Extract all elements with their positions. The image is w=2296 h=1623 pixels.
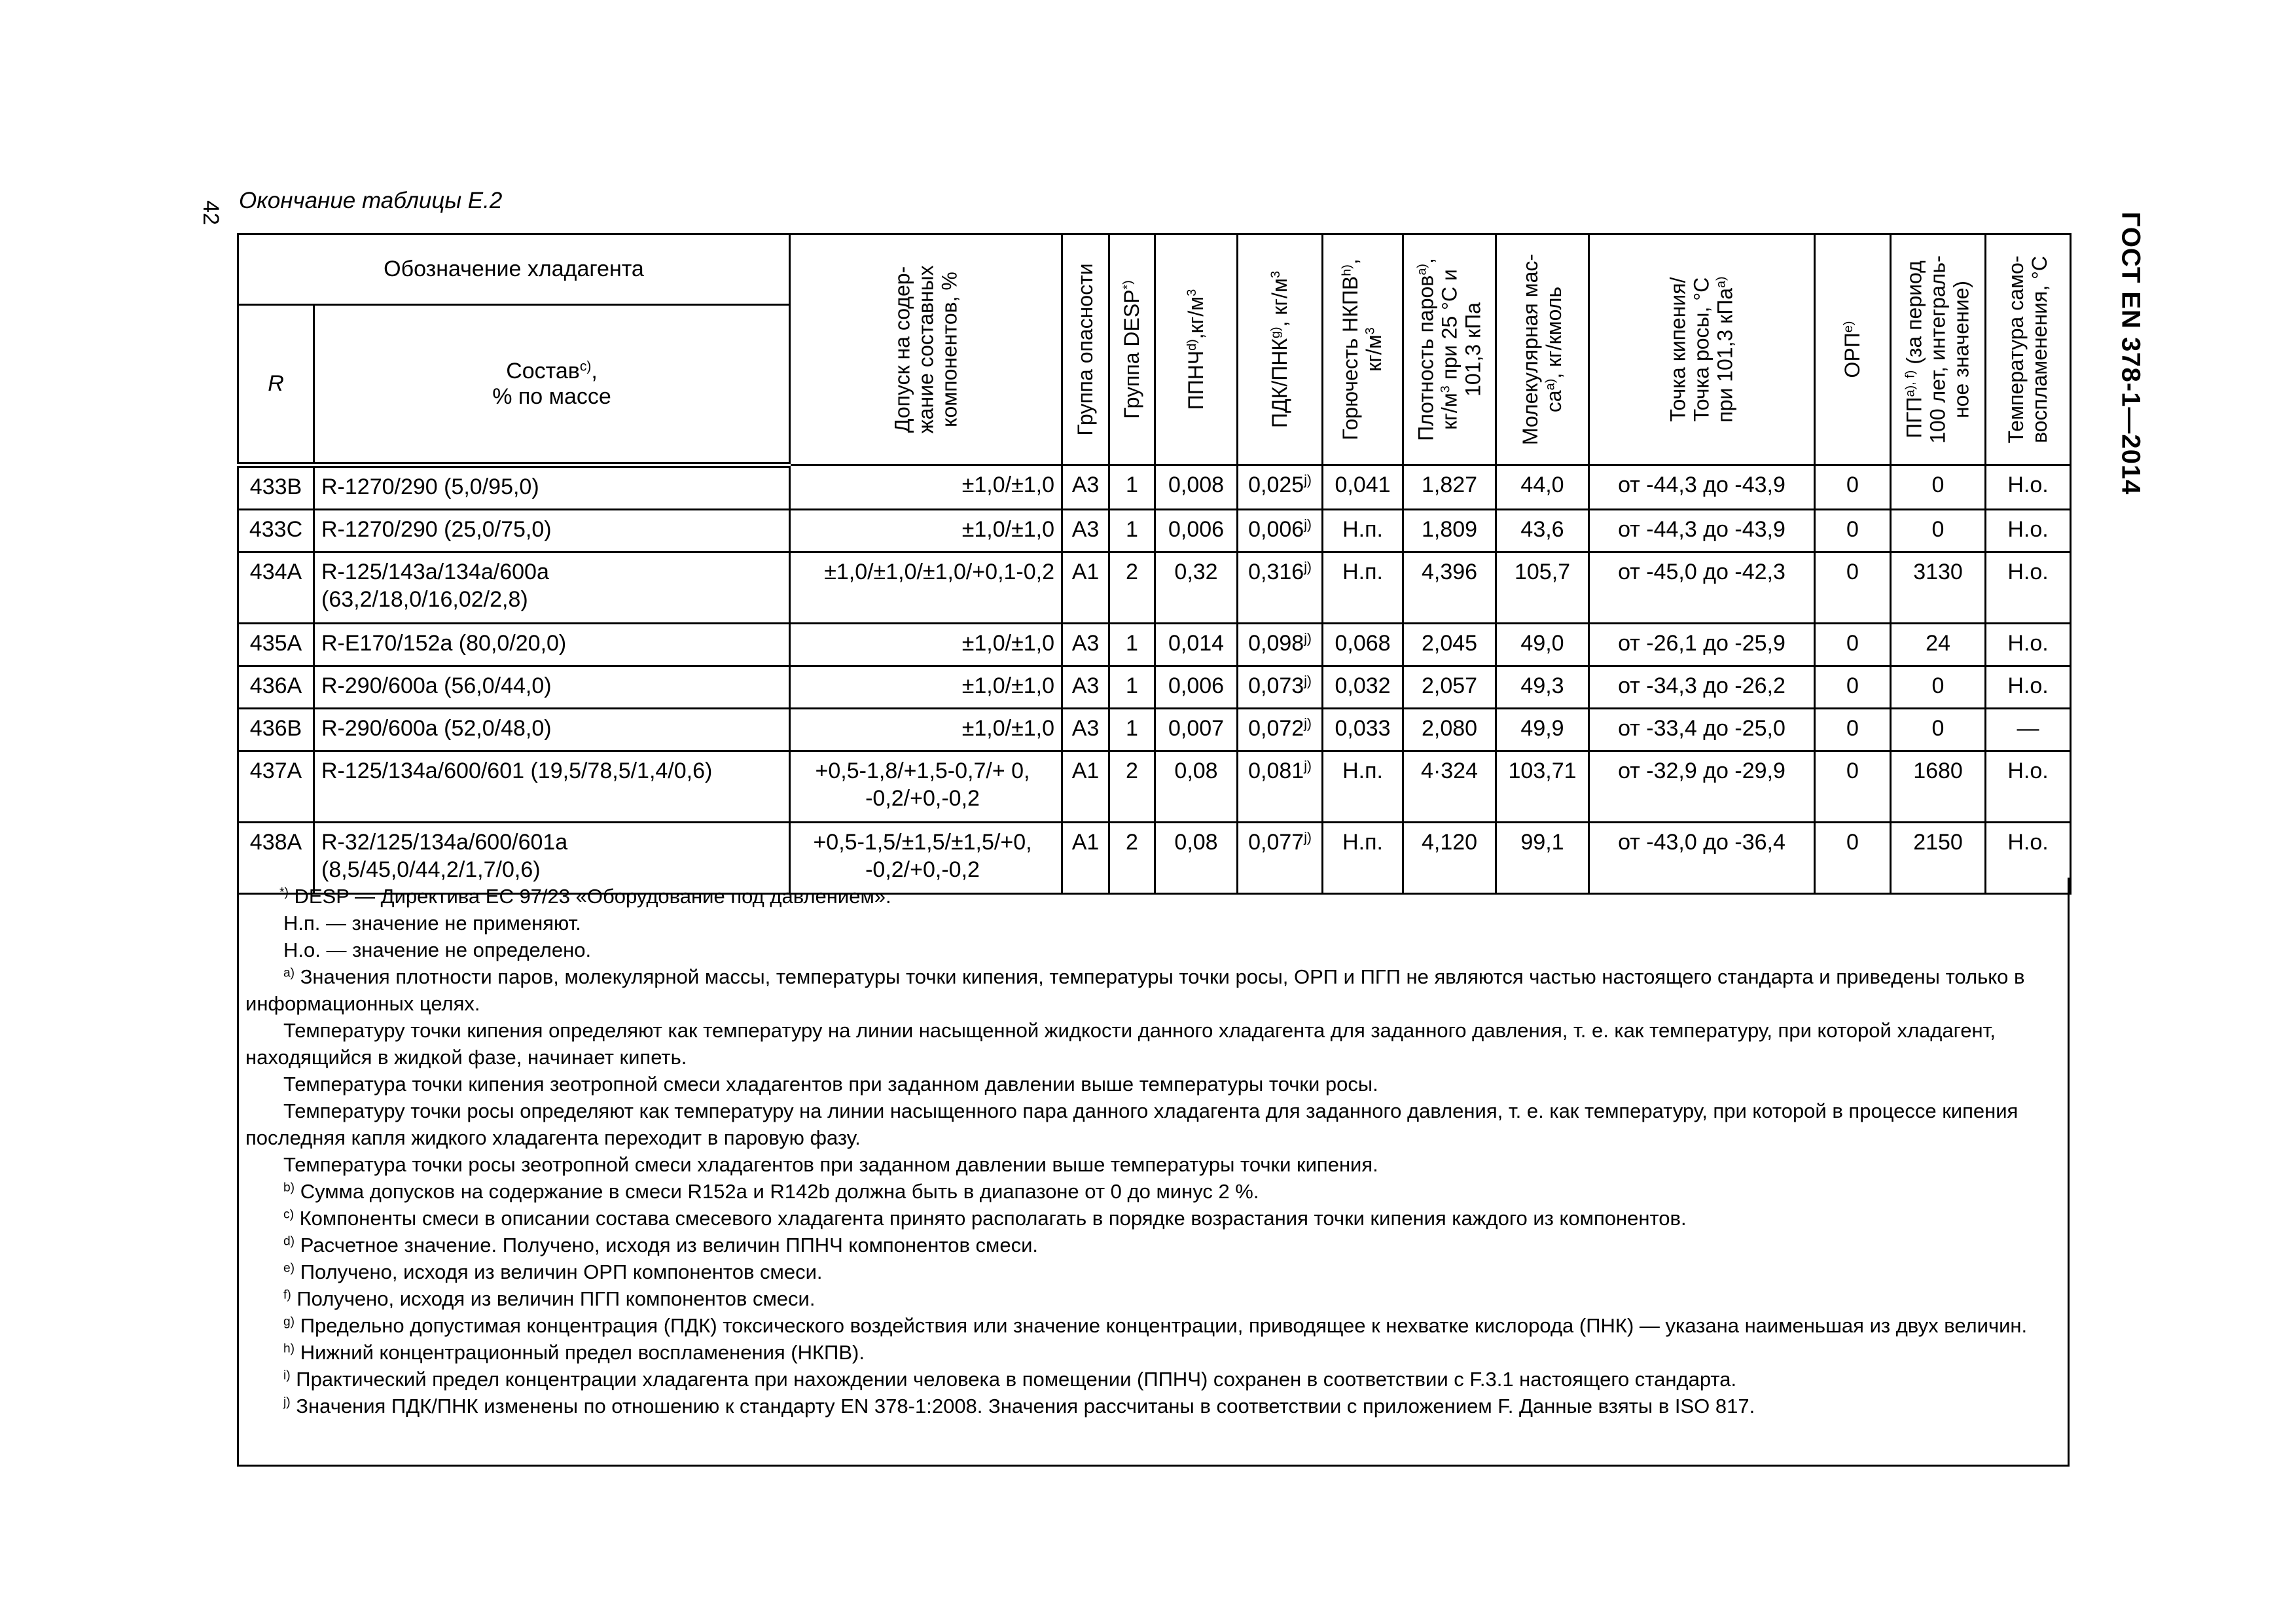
note-item: $^{g)}$ Предельно допустимая концентрация (ПДК) токсического воздействия или значение концентрации, приводящее к нехватке кислорода (ПНК) — указана наименьшая из двух величин. (283, 1314, 2028, 1337)
cell-nkpv: 0,041 (1323, 465, 1403, 510)
cell-ignition: Н.о. (1986, 624, 2071, 666)
cell-pdk: 0,077$^{j)}$ (1238, 823, 1323, 894)
note-item: $^{c)}$ Компоненты смеси в описании состава смесевого хладагента принято располагать в порядке возрастания точки кипения каждого из компонентов. (283, 1207, 1687, 1230)
table-row (238, 465, 2071, 510)
cell-composition: R-1270/290 (25,0/75,0) (314, 510, 790, 552)
note-item: $^{j)}$ Значения ПДК/ПНК изменены по отношению к стандарту EN 378-1:2008. Значения рассчитаны в соответствии с приложением F. Данные взяты в ISO 817. (283, 1395, 1755, 1418)
note-item: Температуру точки росы определяют как температуру на линии насыщенного пара данного хладагента для заданного давления, т. е. как температуру, при которой в процессе кипения последняя капля жидкого хладагента переходит в паровую фазу. (245, 1099, 2018, 1149)
cell-boiling: от -45,0 до -42,3 (1589, 552, 1815, 624)
cell-hazard: A3 (1062, 666, 1109, 709)
cell-pdk: 0,316$^{j)}$ (1238, 552, 1323, 624)
note-item: *) DESP — Директива ЕС 97/23 «Оборудование под давлением». (279, 885, 891, 908)
cell-molar: 44,0 (1496, 465, 1589, 510)
header-molar-mass: Молекулярная мас- $са^{a)}$, кг/кмоль (1496, 234, 1589, 465)
header-boiling-dew: Точка кипения/ Точка росы, °С при 101,3 кПа$^{a)}$ (1589, 234, 1815, 465)
cell-density: 4,120 (1403, 823, 1496, 894)
cell-r: 433B (238, 465, 314, 510)
cell-molar: 49,0 (1496, 624, 1589, 666)
cell-molar: 105,7 (1496, 552, 1589, 624)
cell-ignition: Н.о. (1986, 751, 2071, 823)
cell-density: 2,045 (1403, 624, 1496, 666)
cell-gwp: 1680 (1891, 751, 1986, 823)
cell-tolerance: ±1,0/±1,0 (790, 624, 1062, 666)
cell-composition: R-125/143a/134a/600a (63,2/18,0/16,02/2,8) (314, 552, 790, 624)
header-ppnch: $ППНЧ^{d)},кг/м^3$ (1155, 234, 1238, 465)
cell-density: 1,809 (1403, 510, 1496, 552)
cell-boiling: от -43,0 до -36,4 (1589, 823, 1815, 894)
cell-pdk: 0,006$^{j)}$ (1238, 510, 1323, 552)
cell-ignition: Н.о. (1986, 552, 2071, 624)
cell-desp: 1 (1109, 624, 1155, 666)
cell-composition: R-290/600a (52,0/48,0) (314, 709, 790, 751)
cell-r: 436A (238, 666, 314, 709)
header-desp-group: Группа DESP*) (1109, 234, 1155, 465)
table-row (238, 552, 2071, 624)
cell-r: 433C (238, 510, 314, 552)
cell-nkpv: Н.п. (1323, 823, 1403, 894)
cell-density: 2,080 (1403, 709, 1496, 751)
cell-tolerance: ±1,0/±1,0 (790, 709, 1062, 751)
cell-molar: 103,71 (1496, 751, 1589, 823)
cell-pdk: 0,098$^{j)}$ (1238, 624, 1323, 666)
cell-nkpv: 0,033 (1323, 709, 1403, 751)
note-item: $^{h)}$ Нижний концентрационный предел воспламенения (НКПВ). (283, 1341, 865, 1364)
cell-tolerance: ±1,0/±1,0 (790, 465, 1062, 510)
cell-ppnch: 0,014 (1155, 624, 1238, 666)
cell-ignition: Н.о. (1986, 823, 2071, 894)
cell-ppnch: 0,08 (1155, 751, 1238, 823)
cell-nkpv: Н.п. (1323, 751, 1403, 823)
header-tolerance: Допуск на содер- жание составных компонентов, % (790, 234, 1062, 465)
header-r: R (238, 305, 314, 465)
cell-hazard: A3 (1062, 624, 1109, 666)
cell-pdk: 0,073$^{j)}$ (1238, 666, 1323, 709)
cell-ppnch: 0,008 (1155, 465, 1238, 510)
cell-desp: 1 (1109, 709, 1155, 751)
note-item: Температуру точки кипения определяют как температуру на линии насыщенной жидкости данного хладагента для заданного давления, т. е. как температуру, при которой хладагент, находящийся в жидкой фазе, начинает кипеть. (245, 1019, 1996, 1069)
cell-pdk: 0,072$^{j)}$ (1238, 709, 1323, 751)
cell-desp: 1 (1109, 465, 1155, 510)
cell-r: 437A (238, 751, 314, 823)
cell-orp: 0 (1815, 666, 1891, 709)
cell-gwp: 3130 (1891, 552, 1986, 624)
cell-nkpv: 0,032 (1323, 666, 1403, 709)
cell-density: 4·324 (1403, 751, 1496, 823)
table-caption: Окончание таблицы Е.2 (239, 188, 503, 213)
cell-nkpv: Н.п. (1323, 510, 1403, 552)
header-composition: Состав$^{c)}$, % по массе (314, 305, 790, 465)
note-item: $^{d)}$ Расчетное значение. Получено, исходя из величин ППНЧ компонентов смеси. (283, 1234, 1039, 1257)
cell-composition: R-290/600a (56,0/44,0) (314, 666, 790, 709)
cell-nkpv: Н.п. (1323, 552, 1403, 624)
cell-hazard: A3 (1062, 709, 1109, 751)
cell-molar: 99,1 (1496, 823, 1589, 894)
cell-boiling: от -44,3 до -43,9 (1589, 510, 1815, 552)
cell-tolerance: +0,5-1,5/±1,5/±1,5/+0, -0,2/+0,-0,2 (790, 823, 1062, 894)
cell-gwp: 0 (1891, 709, 1986, 751)
table-body (238, 465, 2071, 894)
table-row (238, 709, 2071, 751)
cell-density: 4,396 (1403, 552, 1496, 624)
cell-composition: R-32/125/134a/600/601a (8,5/45,0/44,2/1,7/0,6) (314, 823, 790, 894)
cell-ignition: Н.о. (1986, 510, 2071, 552)
cell-boiling: от -32,9 до -29,9 (1589, 751, 1815, 823)
cell-orp: 0 (1815, 624, 1891, 666)
cell-composition: R-1270/290 (5,0/95,0) (314, 465, 790, 510)
note-item: Температура точки кипения зеотропной смеси хладагентов при заданном давлении выше температуры точки росы. (283, 1073, 1378, 1096)
cell-tolerance: +0,5-1,8/+1,5-0,7/+ 0, -0,2/+0,-0,2 (790, 751, 1062, 823)
cell-orp: 0 (1815, 510, 1891, 552)
cell-ppnch: 0,006 (1155, 666, 1238, 709)
cell-ignition: Н.о. (1986, 666, 2071, 709)
cell-orp: 0 (1815, 751, 1891, 823)
cell-density: 2,057 (1403, 666, 1496, 709)
cell-r: 435A (238, 624, 314, 666)
cell-molar: 43,6 (1496, 510, 1589, 552)
cell-tolerance: ±1,0/±1,0 (790, 510, 1062, 552)
standard-code-wrapper (2075, 190, 2186, 517)
cell-ppnch: 0,006 (1155, 510, 1238, 552)
cell-orp: 0 (1815, 552, 1891, 624)
header-hazard-group: Группа опасности (1062, 234, 1109, 465)
cell-ignition: Н.о. (1986, 465, 2071, 510)
cell-ppnch: 0,08 (1155, 823, 1238, 894)
cell-boiling: от -44,3 до -43,9 (1589, 465, 1815, 510)
header-pdk: ПДК/ПНК$^{g)}$, $кг/м^3$ (1238, 234, 1323, 465)
cell-ppnch: 0,007 (1155, 709, 1238, 751)
cell-nkpv: 0,068 (1323, 624, 1403, 666)
cell-orp: 0 (1815, 709, 1891, 751)
cell-r: 434A (238, 552, 314, 624)
note-item: Температура точки росы зеотропной смеси хладагентов при заданном давлении выше температуры точки кипения. (283, 1153, 1378, 1176)
header-vapor-density: Плотность паров$^{a)}$, $кг/м^3$ при 25 °С и 101,3 кПа (1403, 234, 1496, 465)
note-item: Н.п. — значение не применяют. (283, 912, 581, 935)
cell-pdk: 0,025$^{j)}$ (1238, 465, 1323, 510)
cell-density: 1,827 (1403, 465, 1496, 510)
table-row (238, 666, 2071, 709)
cell-composition: R-125/134a/600/601 (19,5/78,5/1,4/0,6) (314, 751, 790, 823)
cell-hazard: A1 (1062, 823, 1109, 894)
page-number: 42 (198, 200, 224, 225)
cell-boiling: от -33,4 до -25,0 (1589, 709, 1815, 751)
table-notes (237, 878, 2070, 1467)
note-item: $^{a)}$ Значения плотности паров, молекулярной массы, температуры точки кипения, температуры точки росы, ОРП и ПГП не являются частью настоящего стандарта и приведены только в информационных целях. (245, 965, 2025, 1015)
cell-hazard: A3 (1062, 510, 1109, 552)
cell-ignition: — (1986, 709, 2071, 751)
cell-ppnch: 0,32 (1155, 552, 1238, 624)
cell-desp: 2 (1109, 823, 1155, 894)
note-item: $^{b)}$ Сумма допусков на содержание в смеси R152a и R142b должна быть в диапазоне от 0 до минус 2 %. (283, 1180, 1259, 1203)
cell-gwp: 24 (1891, 624, 1986, 666)
header-orp: ОРП$^{e)}$ (1815, 234, 1891, 465)
cell-pdk: 0,081$^{j)}$ (1238, 751, 1323, 823)
cell-hazard: A1 (1062, 751, 1109, 823)
standard-code: ГОСТ EN 378-1—2014 (2116, 211, 2145, 495)
table-row (238, 624, 2071, 666)
cell-composition: R-E170/152a (80,0/20,0) (314, 624, 790, 666)
header-autoignition: Температура само- воспламенения, °С (1986, 234, 2071, 465)
cell-tolerance: ±1,0/±1,0 (790, 666, 1062, 709)
cell-desp: 2 (1109, 751, 1155, 823)
cell-hazard: A3 (1062, 465, 1109, 510)
cell-desp: 1 (1109, 510, 1155, 552)
cell-hazard: A1 (1062, 552, 1109, 624)
note-item: $^{i)}$ Практический предел концентрации хладагента при нахождении человека в помещении (ППНЧ) сохранен в соответствии с F.3.1 настоящего стандарта. (283, 1368, 1737, 1391)
cell-gwp: 0 (1891, 666, 1986, 709)
cell-boiling: от -34,3 до -26,2 (1589, 666, 1815, 709)
cell-desp: 2 (1109, 552, 1155, 624)
table-row (238, 510, 2071, 552)
cell-orp: 0 (1815, 823, 1891, 894)
header-gwp: $ПГП^{a), f)}$ (за период 100 лет, интеграль- ное значение) (1891, 234, 1986, 465)
header-designation: Обозначение хладагента (238, 234, 790, 305)
note-item: Н.о. — значение не определено. (283, 938, 592, 961)
cell-gwp: 0 (1891, 510, 1986, 552)
cell-r: 436B (238, 709, 314, 751)
table-row (238, 751, 2071, 823)
cell-gwp: 0 (1891, 465, 1986, 510)
cell-r: 438A (238, 823, 314, 894)
refrigerant-table (237, 233, 2072, 895)
note-item: $^{e)}$ Получено, исходя из величин ОРП компонентов смеси. (283, 1260, 823, 1283)
cell-boiling: от -26,1 до -25,9 (1589, 624, 1815, 666)
header-flammability: Горючесть НКПВ$^{h)}$, $кг/м^3$ (1323, 234, 1403, 465)
cell-orp: 0 (1815, 465, 1891, 510)
cell-desp: 1 (1109, 666, 1155, 709)
cell-molar: 49,9 (1496, 709, 1589, 751)
cell-molar: 49,3 (1496, 666, 1589, 709)
note-item: $^{f)}$ Получено, исходя из величин ПГП компонентов смеси. (283, 1287, 816, 1310)
cell-gwp: 2150 (1891, 823, 1986, 894)
cell-tolerance: ±1,0/±1,0/±1,0/+0,1-0,2 (790, 552, 1062, 624)
